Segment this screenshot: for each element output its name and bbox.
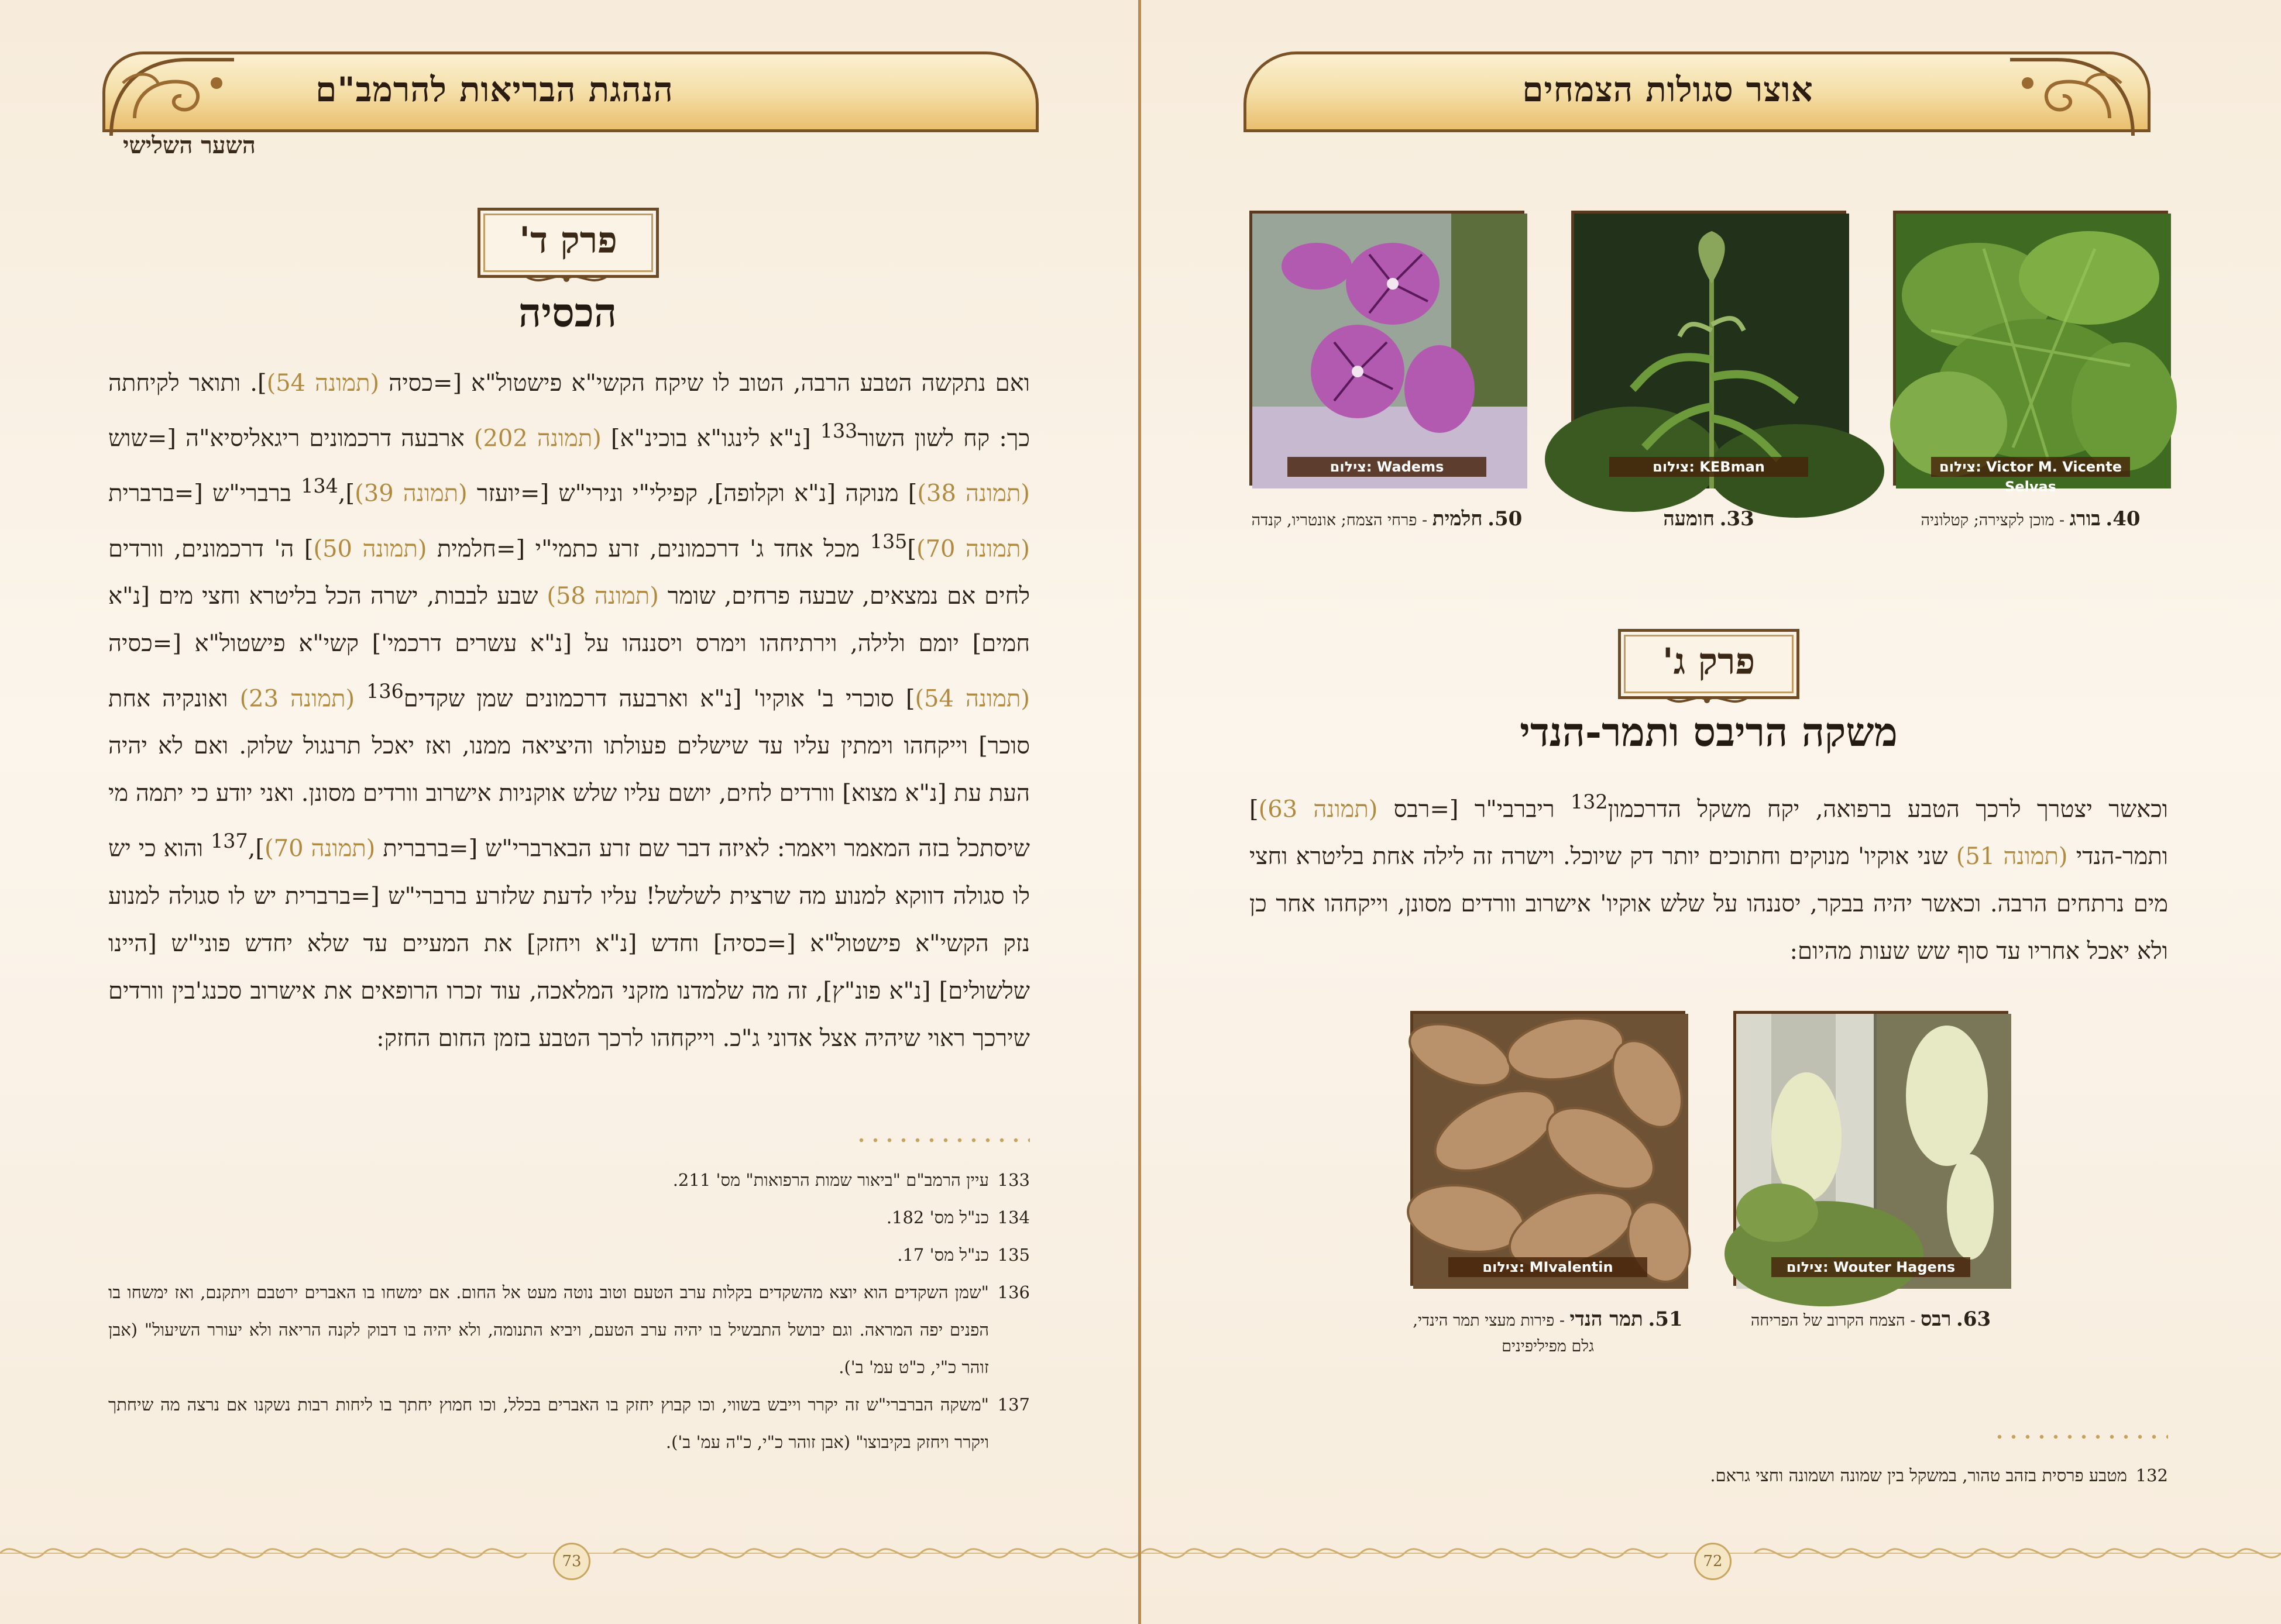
footnote-ref: 136 [366,679,404,703]
footnote [108,1386,1030,1461]
figure-ref: (תמונה 63) [1258,796,1378,823]
text-run: ] [907,535,916,562]
caption-name: רבס [1920,1308,1952,1331]
footnote [108,1199,1030,1236]
text-run: והוא כי יש לו סגולה דווקא למנוע מה שרצית לשלשל! עליו לדעת שלזרע ברברי"ש [=ברברית יש לו סגולה למנוע נזק הקשי"א פישטול"א [=כסיה] וחדש [נ"א ויחזק] את המעיים עד שלא יחדש פוני"ש [היינו שלשולים] [נ"א פונ"ץ], זה מה שלמדנו מזקני המלאכה, עוד זכרו הרופאים את אישרוב סכנג'בין וורדים שירכך ראוי שיהיה אצל אדוני ג"כ. וייקחהו לרכך הטבע בזמן החום החזק: [108,835,1030,1052]
left-page [0,0,1140,1624]
caption-desc: - מוכן לקצירה; קטלוניה [1921,511,2070,529]
footnote-ref: 134 [301,474,338,498]
caption-mallow [1249,506,1524,534]
caption-tamarind [1410,1306,1685,1360]
figure-ref: (תמונה 70) [264,835,376,862]
text-run: ארבעה דרכמונים ריגאליסיא"ה [=שוש [108,425,474,452]
right-chapter-ornament [1660,691,1754,709]
figure-ref: (תמונה 54) [266,370,380,397]
text-run [355,685,366,712]
text-run: ] מנוקה [נ"א וקלופה], קפילי"י ונירי"ש [=יועזר [467,480,918,507]
text-run: וכאשר יצטרך לרכך הטבע ברפואה, יקח משקל הדרכמון [1607,796,2168,823]
photo-mallow [1249,211,1524,486]
figure-ref: (תמונה 202) [473,425,602,452]
caption-name: חומעה [1663,507,1715,531]
caption-number: 51. [1648,1308,1683,1331]
figure-ref: (תמונה 23) [239,685,355,713]
footnote-text: כנ"ל מס' 182. [886,1207,989,1227]
caption-number: 33. [1719,507,1754,531]
left-chapter-frame [478,208,659,278]
footnote-text: עיין הרמב"ם "ביאור שמות הרפואות" מס' 211. [672,1170,989,1190]
photo-borage [1893,211,2168,495]
text-run: ואונקיה אחת סוכר] וייקחהו וימתין עליו עד שישלים פעולתו והיציאה ממנו, ואז יאכל תרנגול שלוק. ואם לא יהיה העת עת [נ"א מצוא] וורדים לחים, יושם עליו שלש אוקניות אישרוב וורדים מסונן. ואני יודע כי יתמה מי שיסתכל בזה המאמר ויאמר: לאיזה דבר שם זרע הבארברי"ש [=ברברית [108,685,1030,862]
left-body-paragraph [108,360,1030,1062]
right-page [1141,0,2281,1624]
left-page-number: 73 [553,1543,590,1580]
photo-sorrel [1571,211,1846,486]
left-header-title: הנהגת הבריאות להרמב"ם [315,70,674,109]
left-header-banner [102,51,1039,132]
figure-ref: (תמונה 39) [355,480,468,507]
photo-rhubarb [1733,1011,2008,1286]
caption-desc: - הצמח הקרוב של הפריחה [1750,1312,1921,1330]
photo-credit: צילום: Wadems [1287,457,1486,477]
caption-name: תמר הנדי [1569,1308,1643,1331]
figure-ref: (תמונה 50) [313,535,427,562]
footnote-ref: 132 [1570,790,1608,813]
right-corner-flourish [2004,48,2145,142]
text-run: [נ"א לינגו"א בוכינ"א] [601,425,820,452]
caption-desc: - פירות מעצי תמר הינדי, גלם מפיליפינים [1413,1312,1594,1355]
footnote [1249,1457,2168,1494]
left-corner-flourish [99,48,240,142]
text-run: ], [338,480,355,507]
footnote-number: 134 [997,1207,1030,1227]
photo-credit: צילום: Victor M. Vicente Selvas [1931,457,2130,477]
figure-ref: (תמונה 70) [916,535,1030,562]
footnote [108,1274,1030,1386]
caption-desc: - פרחי הצמח; אונטריו, קנדה [1251,511,1433,529]
photo-credit: צילום: MIvalentin [1448,1257,1647,1277]
figure-ref: (תמונה 38) [917,480,1030,507]
right-chapter-frame [1618,629,1799,699]
caption-number: 50. [1488,507,1523,531]
text-run: שבע לבבות, ישרה הכל בליטרא וחצי מים [נ"א חמים] יומם ולילה, וירתיחהו וימרס ויסננהו על [נ"א עשרים דרכמי'] קשי"א פישטול"א [=כסיה [108,582,1030,657]
footnote-ref: 137 [211,830,248,853]
caption-number: 63. [1956,1308,1991,1331]
left-section-label: השער השלישי [123,132,256,159]
text-run: שני אוקיו' מנוקים וחתוכים יותר דק שיוכל. וישרה זה לילה אחת בליטרא וחצי מים נרתחים הרבה. וכאשר יהיה בבקר, יסננהו על שלש אוקיו' אישרוב וורדים מסונן, וייקחהו אחר כן ולא יאכל אחריו עד סוף שש שעות מהיום: [1249,843,2168,965]
footnote-ref: 135 [870,529,908,553]
left-chapter-title: הכסיה [518,290,617,336]
footnote-ref: 133 [820,419,858,442]
right-body-paragraph [1249,778,2168,975]
footnote-text: כנ"ל מס' 17. [897,1245,989,1265]
text-run: ריברבי"ר [=רבס [1377,796,1571,823]
caption-name: חלמית [1432,507,1483,531]
text-run: ]. ותואר לקיחתה כך: קח לשון השור [108,370,1030,452]
text-run: ברברי"ש [=ברברית [108,480,301,507]
text-run: ], [248,835,265,862]
caption-number: 40. [2105,507,2141,531]
text-run: ] ה' דרכמונים, וורדים לחים אם נמצאים, שבעה פרחים, שומר [108,535,1030,610]
caption-rhubarb [1733,1306,2008,1334]
figure-ref: (תמונה 54) [915,685,1030,713]
footnote [108,1161,1030,1199]
right-chapter-label: פרק ג' [1662,640,1756,683]
left-chapter-ornament [520,270,613,288]
photo-credit: צילום: Wouter Hagens [1771,1257,1970,1277]
photo-credit: צילום: KEBman [1609,457,1808,477]
footnote-number: 137 [997,1395,1030,1415]
figure-ref: (תמונה 51) [1956,843,2068,871]
footnote-text: "שמן השקדים הוא יוצא מהשקדים בקלות ערב הטעם וטוב נוטה מעט אל החום. אם ימשחו בו האברים ירטבם ויתקנם, ואז ימשחו בו הפנים יפה המראה. וגם יבושל התבשיל בו יהיה ערב הטעם, ויביא התנומה, ולא יהיה בו דבוק לקנה הריאה ולא יעורר השיעול" (אבן זוהר כ"י, כ"ט עמ' ב'). [108,1282,989,1377]
footnote-number: 133 [997,1170,1030,1190]
photo-tamarind [1410,1011,1685,1286]
text-run: ואם נתקשה הטבע הרבה, הטוב לו שיקח הקשי"א פישטול"א [=כסיה [379,370,1030,397]
text-run: ] סוכרי ב' אוקיו' [נ"א וארבעה דרכמונים שמן שקדים [403,685,915,713]
footnote [108,1236,1030,1274]
right-footnotes [1249,1457,2168,1494]
right-chapter-title: משקה הריבס ותמר-הנדי [1520,709,1898,756]
footnote-number: 136 [997,1282,1030,1302]
footnote-text: "משקה הברברי"ש זה יקרר וייבש בשווי, וכו קבוץ יחזק בו האברים בכלל, וכו חמוץ יחתך בו ליחות רבות נשקנו אם נרצה מה שיחתך ויקרר ויחזק בקיבוצו" (אבן זוהר כ"י, כ"ה עמ' ב'). [108,1395,989,1452]
footnote-number: 135 [997,1245,1030,1265]
text-run: ] ותמר-הנדי [1249,796,2168,871]
caption-borage [1893,506,2168,534]
figure-ref: (תמונה 58) [547,582,659,610]
left-footnotes [108,1161,1030,1461]
footnote-number: 132 [2135,1465,2168,1485]
right-header-title: אוצר סגולות הצמחים [1522,70,1813,109]
right-footnote-divider [1993,1434,2168,1439]
caption-sorrel [1571,506,1846,534]
caption-name: בורג [2069,507,2101,531]
footnote-text: מטבע פרסית בזהב טהור, במשקל בין שמונה ושמונה וחצי גראם. [1710,1465,2127,1485]
left-chapter-label: פרק ד' [519,219,617,262]
left-footnote-divider [854,1138,1030,1143]
text-run: מכל אחד ג' דרכמונים, זרע כתמי"י [=חלמית [427,535,870,562]
right-page-number: 72 [1694,1543,1732,1580]
